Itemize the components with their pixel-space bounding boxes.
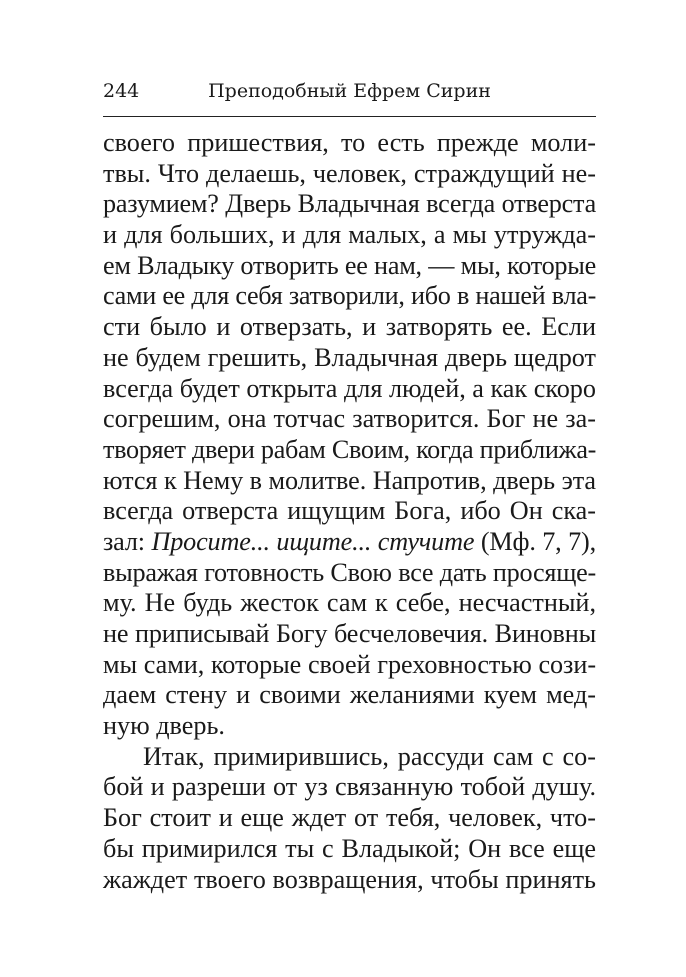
header-rule [103,116,596,117]
text-line: сами ее для себя затворили, ибо в нашей вла- [103,281,596,311]
text-line: ем Владыку отворить ее нам, — мы, которые [103,250,596,280]
scripture-quote: Просите... ищите... стучите [151,526,475,556]
text-line: ются к Нему в молитве. Напротив, дверь эта [103,465,596,495]
paragraph-2 [103,742,596,895]
text-line: жаждет твоего возвращения, чтобы принять [103,864,596,894]
page-header [103,80,596,110]
text-line: твы. Что делаешь, человек, страждущий не- [103,158,596,188]
text-line: своего пришествия, то есть прежде моли- [103,128,596,157]
scripture-reference: (Мф. 7, 7), [474,526,596,556]
text-line: му. Не будь жесток сам к себе, несчастный, [103,588,596,618]
text-line: бы примирился ты с Владыкой; Он все еще [103,833,596,863]
text-line: сти было и отверзать, и затворять ее. Если [103,312,596,342]
citation-line [103,527,596,558]
text-line: и для больших, и для малых, а мы утружда- [103,220,596,250]
text-line: творяет двери рабам Своим, когда приближа- [103,434,596,464]
body-text [103,128,596,895]
text-line: бой и разреши от уз связанную тобой душу. [103,772,596,802]
text-line: ную дверь. [103,711,225,741]
text-line: всегда отверста ищущим Бога, ибо Он ска- [103,496,596,526]
text-line: разумием? Дверь Владычная всегда отверста [103,189,596,219]
text-line: не будем грешить, Владычная дверь щедрот [103,342,596,372]
citation-lead: зал: [103,526,152,556]
text-line: даем стену и своими желаниями куем мед- [103,680,596,710]
text-line: Итак, примирившись, рассуди сам с со- [143,741,596,771]
text-line: всегда будет открыта для людей, а как скоро [103,373,596,403]
text-line: мы сами, которые своей греховностью сози- [103,649,596,679]
running-title: Преподобный Ефрем Сирин [208,80,491,102]
text-line: выражая готовность Свою все дать просяще- [103,557,596,587]
text-line: не приписывай Богу бесчеловечия. Виновны [103,619,596,648]
paragraph-1 [103,128,596,742]
page-number: 244 [103,80,140,102]
text-line: согрешим, она тотчас затворится. Бог не за- [103,404,596,434]
text-line: Бог стоит и еще ждет от тебя, человек, что- [103,803,596,833]
